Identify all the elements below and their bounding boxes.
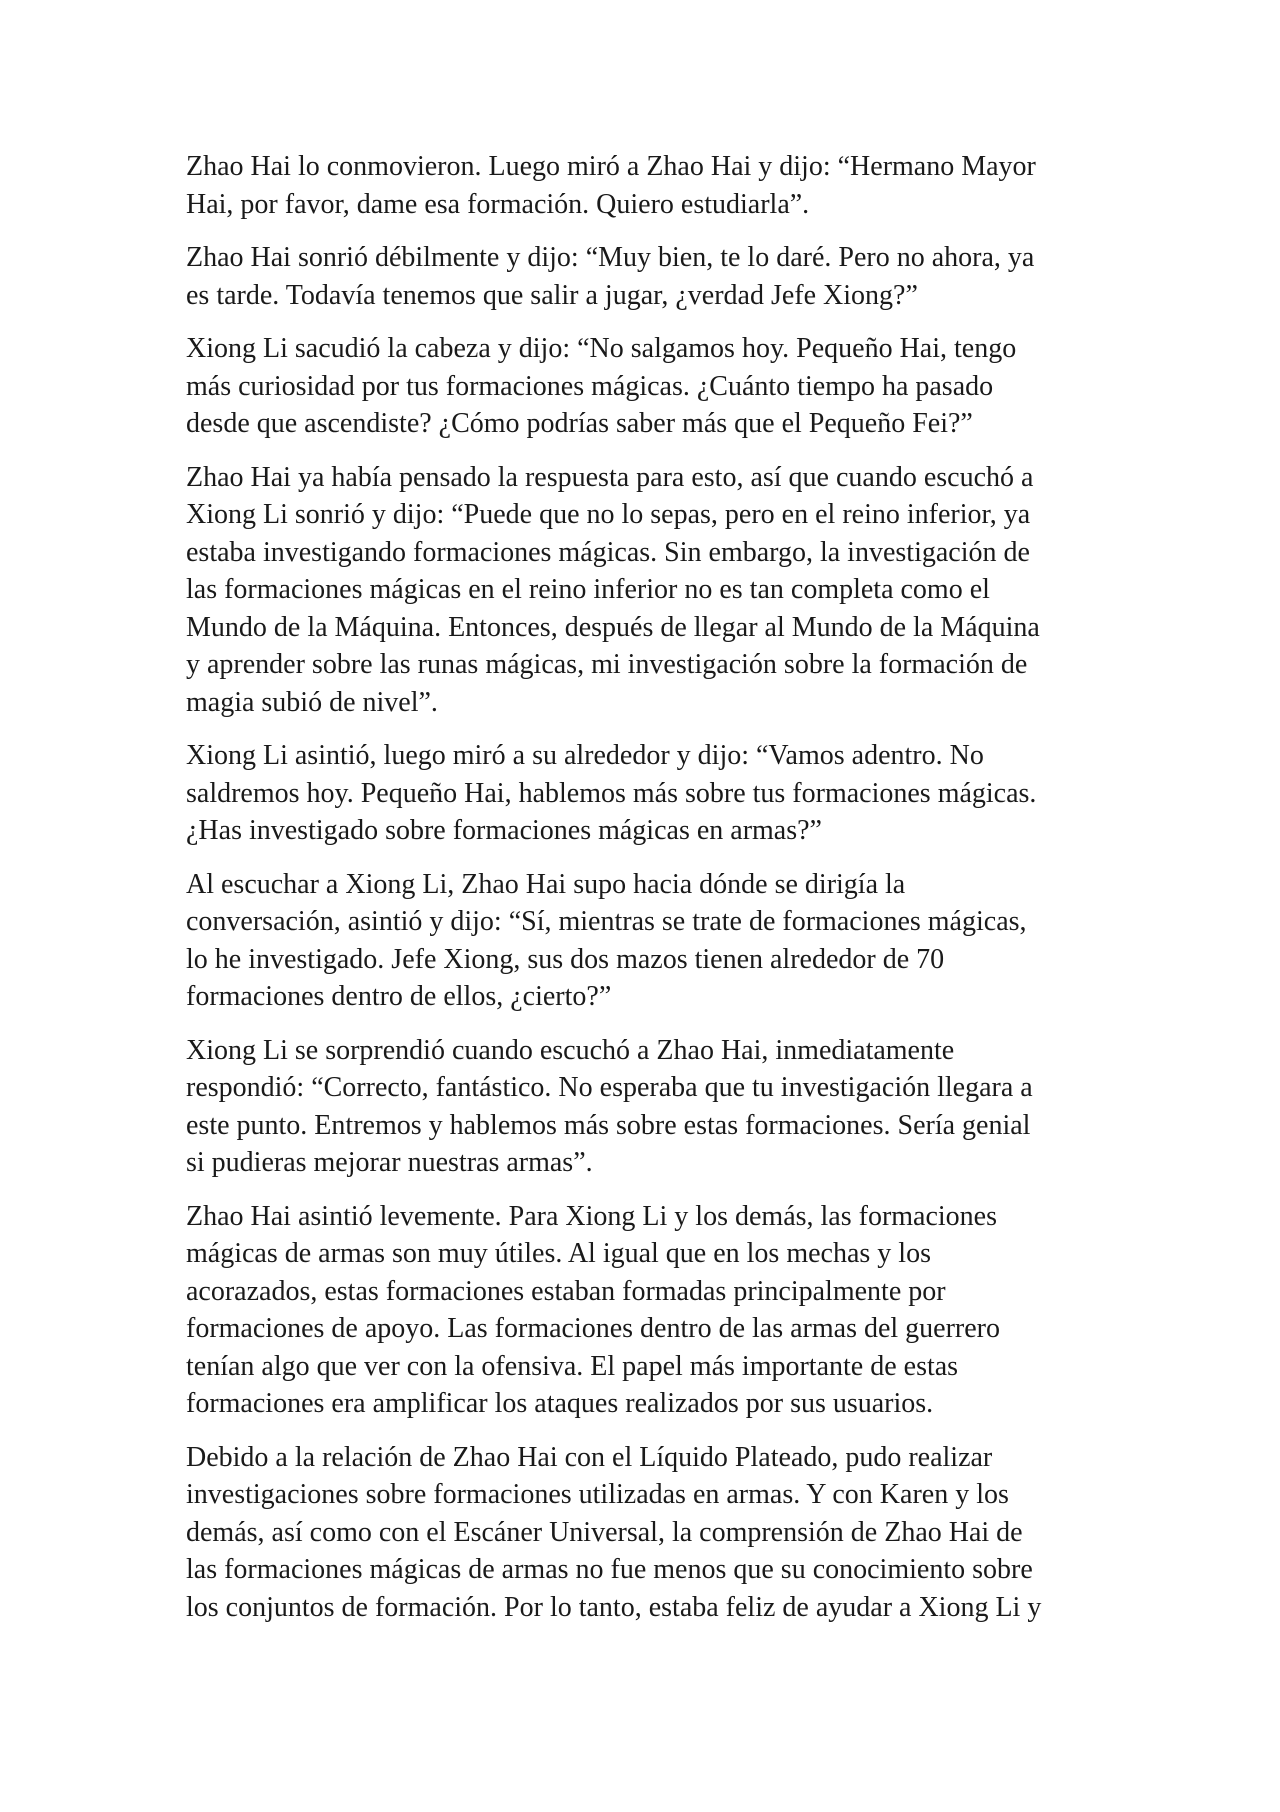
text-line: Mundo de la Máquina. Entonces, después de llegar al Mundo de la Máquina [186,611,1040,643]
paragraph [186,737,1106,850]
text-line: Zhao Hai sonrió débilmente y dijo: “Muy bien, te lo daré. Pero no ahora, ya [186,242,1035,273]
text-line: este punto. Entremos y hablemos más sobre estas formaciones. Sería genial [186,1109,1031,1141]
text-line: es tarde. Todavía tenemos que salir a jugar, ¿verdad Jefe Xiong?” [186,279,918,311]
text-line: si pudieras mejorar nuestras armas”. [186,1147,593,1178]
text-line: acorazados, estas formaciones estaban formadas principalmente por [186,1275,946,1307]
text-line: tenían algo que ver con la ofensiva. El papel más importante de estas [186,1350,959,1382]
text-line: respondió: “Correcto, fantástico. No esperaba que tu investigación llegara a [186,1072,1033,1103]
paragraph [186,1032,1106,1182]
text-line: investigaciones sobre formaciones utilizadas en armas. Y con Karen y los [186,1479,1009,1510]
text-line: desde que ascendiste? ¿Cómo podrías saber más que el Pequeño Fei?” [186,408,973,439]
text-line: formaciones era amplificar los ataques realizados por sus usuarios. [186,1388,934,1419]
text-line: más curiosidad por tus formaciones mágicas. ¿Cuánto tiempo ha pasado [186,370,994,402]
text-line: formaciones dentro de ellos, ¿cierto?” [186,981,612,1012]
document-body [186,148,1106,1642]
paragraph [186,459,1106,722]
text-line: Hai, por favor, dame esa formación. Quiero estudiarla”. [186,188,810,220]
text-line: Xiong Li se sorprendió cuando escuchó a Zhao Hai, inmediatamente [186,1034,955,1066]
text-line: estaba investigando formaciones mágicas. Sin embargo, la investigación de [186,536,1030,568]
text-line: las formaciones mágicas de armas no fue menos que su conocimiento sobre [186,1554,1033,1585]
text-line: demás, así como con el Escáner Universal, la comprensión de Zhao Hai de [186,1516,1023,1548]
text-line: Zhao Hai lo conmovieron. Luego miró a Zhao Hai y dijo: “Hermano Mayor [186,151,1036,182]
text-line: Zhao Hai asintió levemente. Para Xiong Li y los demás, las formaciones [186,1200,998,1232]
paragraph [186,330,1106,443]
text-line: saldremos hoy. Pequeño Hai, hablemos más sobre tus formaciones mágicas. [186,777,1037,809]
text-line: conversación, asintió y dijo: “Sí, mientras se trate de formaciones mágicas, [186,906,1027,937]
text-line: mágicas de armas son muy útiles. Al igual que en los mechas y los [186,1238,931,1269]
paragraph [186,148,1106,223]
text-line: ¿Has investigado sobre formaciones mágicas en armas?” [186,815,822,846]
text-line: y aprender sobre las runas mágicas, mi investigación sobre la formación de [186,649,1028,680]
text-line: lo he investigado. Jefe Xiong, sus dos mazos tienen alrededor de 70 [186,943,945,975]
paragraph [186,239,1106,314]
text-line: Xiong Li sonrió y dijo: “Puede que no lo sepas, pero en el reino inferior, ya [186,499,1031,530]
text-line: los conjuntos de formación. Por lo tanto, estaba feliz de ayudar a Xiong Li y [186,1591,1042,1623]
paragraph [186,866,1106,1016]
text-line: Zhao Hai ya había pensado la respuesta para esto, así que cuando escuchó a [186,461,1034,493]
text-line: las formaciones mágicas en el reino inferior no es tan completa como el [186,574,990,605]
text-line: formaciones de apoyo. Las formaciones dentro de las armas del guerrero [186,1313,1001,1344]
text-line: Al escuchar a Xiong Li, Zhao Hai supo hacia dónde se dirigía la [186,868,906,900]
text-line: magia subió de nivel”. [186,686,438,718]
text-line: Debido a la relación de Zhao Hai con el Líquido Plateado, pudo realizar [186,1441,993,1473]
text-line: Xiong Li asintió, luego miró a su alrededor y dijo: “Vamos adentro. No [186,740,984,771]
paragraph [186,1198,1106,1423]
text-line: Xiong Li sacudió la cabeza y dijo: “No salgamos hoy. Pequeño Hai, tengo [186,333,1017,364]
paragraph [186,1439,1106,1627]
